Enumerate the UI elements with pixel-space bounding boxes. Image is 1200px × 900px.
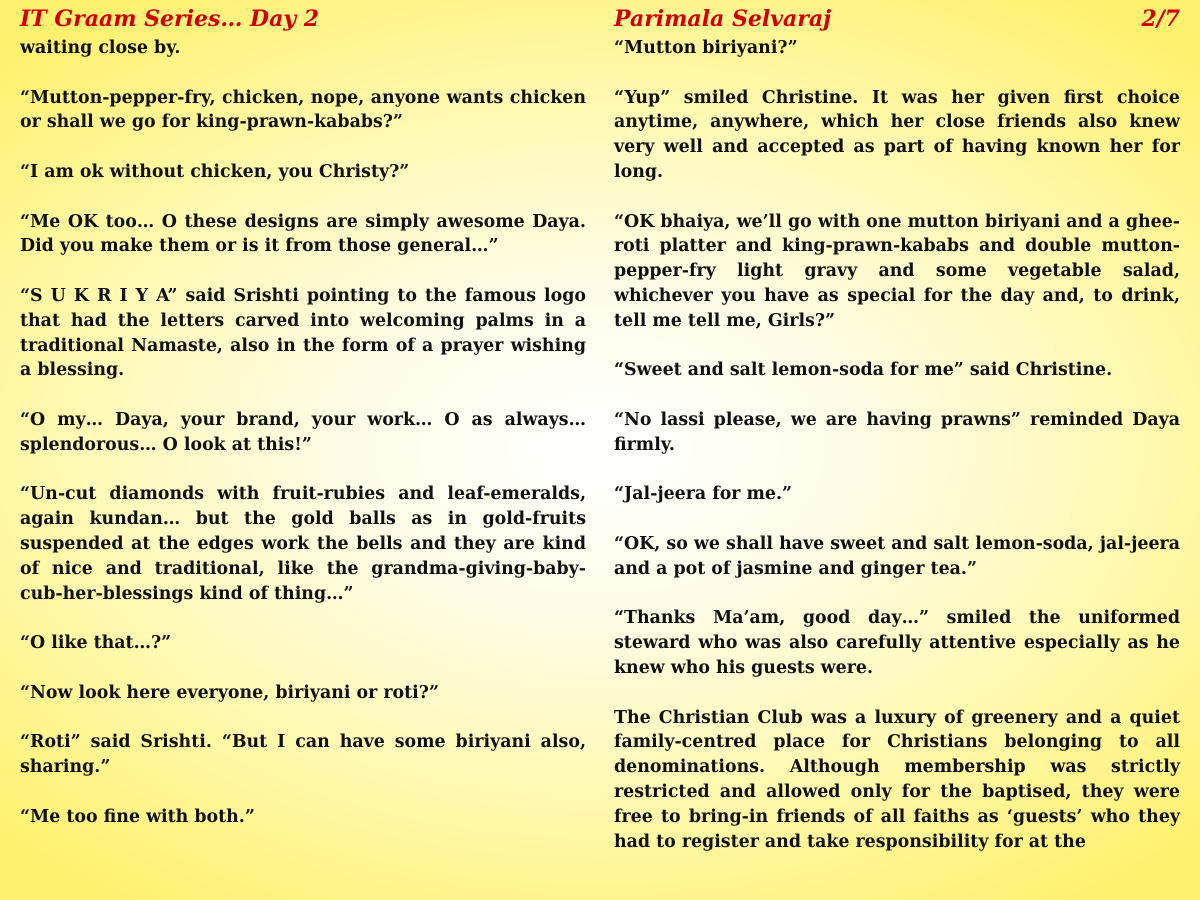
paragraph: “Jal-jeera for me.” xyxy=(614,484,793,505)
paragraph: “O my… Daya, your brand, your work… O as always… splendorous… O look at this!” xyxy=(20,409,586,455)
paragraph: “Me too fine with both.” xyxy=(20,806,255,827)
paragraph: “Sweet and salt lemon-soda for me” said Christine. xyxy=(614,360,1113,381)
paragraph: “S U K R I Y A” said Srishti pointing to the famous logo that had the letters carved into welcoming palms in a traditional Namaste, also in the form of a prayer wishing a blessing. xyxy=(20,285,586,381)
right-column xyxy=(614,36,1180,879)
left-column xyxy=(20,36,586,854)
paragraph: “No lassi please, we are having prawns” reminded Daya firmly. xyxy=(614,409,1180,455)
paragraph: “Un-cut diamonds with fruit-rubies and leaf-emeralds, again kundan… but the gold balls as in gold-fruits suspended at the edges work the bells and they are kind of nice and traditional, like the grandma-giving-baby-cub-her-blessings kind of thing…” xyxy=(20,484,586,604)
series-title: IT Graam Series… Day 2 xyxy=(20,6,320,32)
paragraph: “Yup” smiled Christine. It was her given first choice anytime, anywhere, which her close friends also knew very well and accepted as part of having known her for long. xyxy=(614,87,1180,182)
paragraph: “OK, so we shall have sweet and salt lemon-soda, jal-jeera and a pot of jasmine and ginger tea.” xyxy=(614,533,1180,579)
paragraph: “Me OK too… O these designs are simply awesome Daya. Did you make them or is it from those general…” xyxy=(20,211,586,257)
paragraph: “I am ok without chicken, you Christy?” xyxy=(20,161,410,182)
paragraph: “OK bhaiya, we’ll go with one mutton biriyani and a ghee-roti platter and king-prawn-kababs and double mutton-pepper-fry light gravy and some vegetable salad, whichever you have as special for the day and, to drink, tell me tell me, Girls?” xyxy=(614,211,1180,331)
paragraph: waiting close by. xyxy=(20,38,181,58)
page-header xyxy=(0,4,1200,34)
paragraph: The Christian Club was a luxury of greenery and a quiet family-centred place for Christians belonging to all denominations. Although membership was strictly restricted and allowed only for the baptised, they were free to bring-in friends of all faiths as ‘guests’ who they had to register and take responsibility for at the xyxy=(614,707,1180,852)
paragraph: “Roti” said Srishti. “But I can have some biriyani also, sharing.” xyxy=(20,732,586,778)
paragraph: “Now look here everyone, biriyani or roti?” xyxy=(20,682,439,703)
paragraph: “Mutton biriyani?” xyxy=(614,38,798,58)
paragraph: “Thanks Ma’am, good day…” smiled the uniformed steward who was also carefully attentive especially as he knew who his guests were. xyxy=(614,608,1180,678)
paragraph: “O like that…?” xyxy=(20,633,172,654)
page-indicator: 2/7 xyxy=(1141,6,1180,32)
paragraph: “Mutton-pepper-fry, chicken, nope, anyone wants chicken or shall we go for king-prawn-kababs?” xyxy=(20,87,586,133)
author-name: Parimala Selvaraj xyxy=(614,6,832,32)
